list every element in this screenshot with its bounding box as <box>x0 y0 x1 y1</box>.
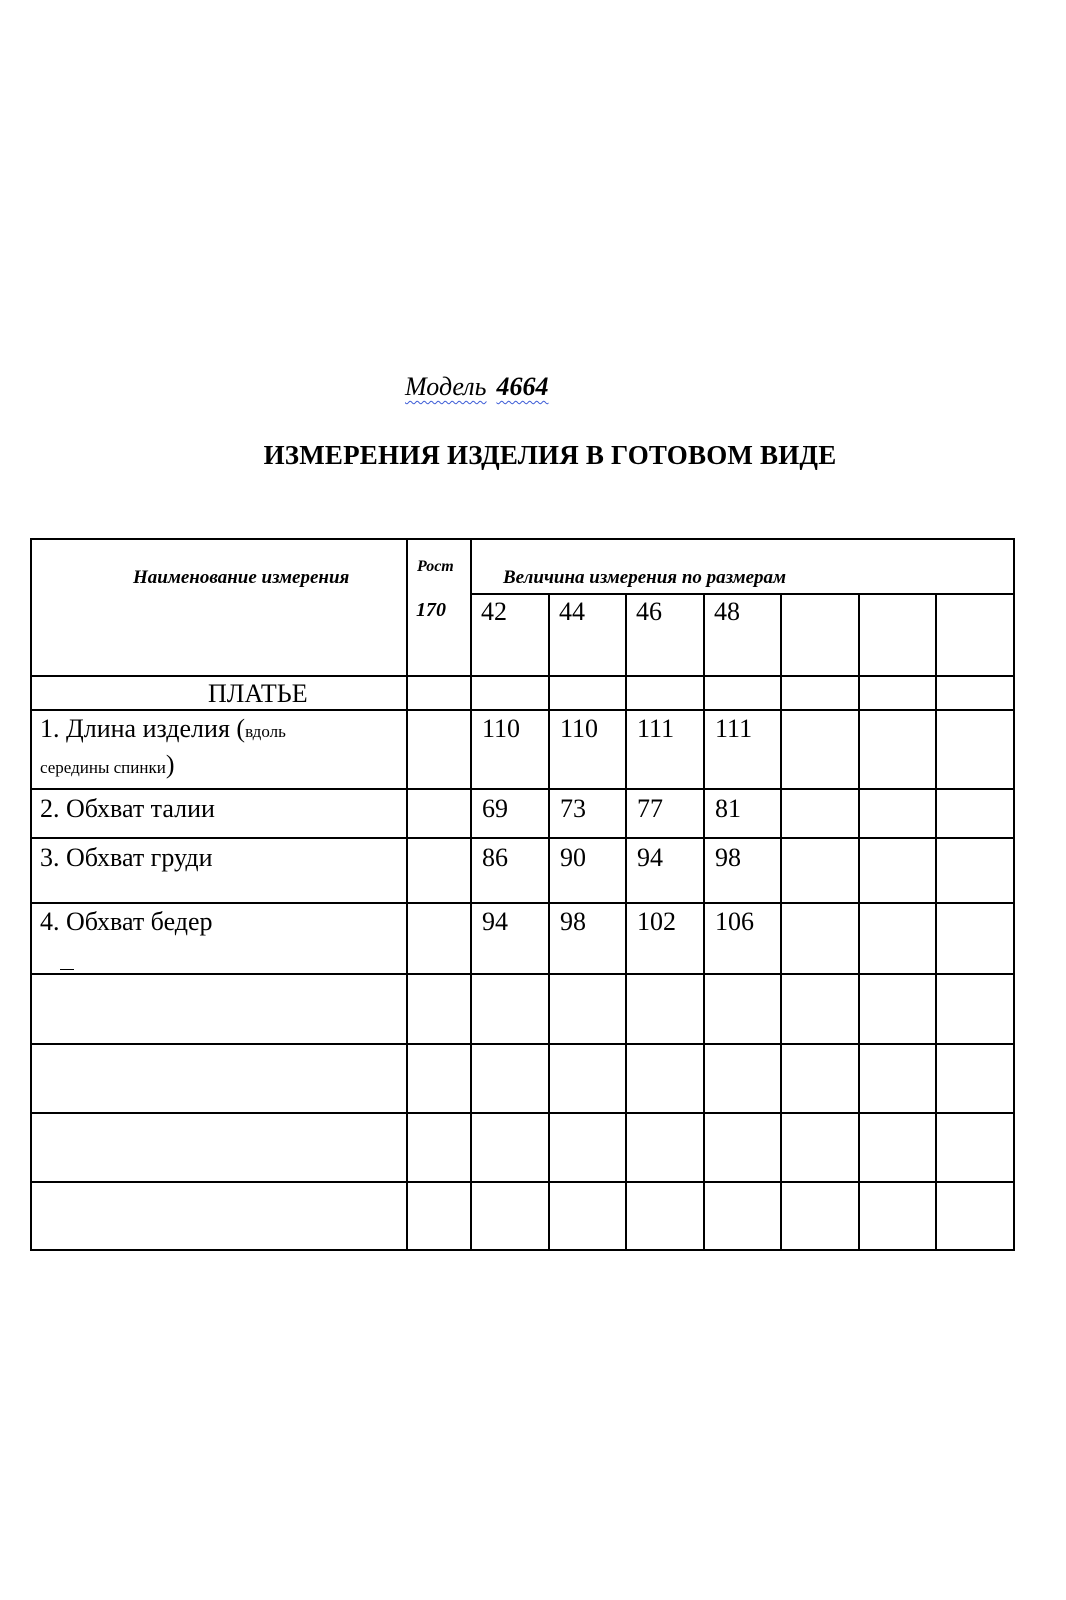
table-cell: 69 <box>482 794 508 823</box>
row-label-small: середины спинки <box>40 758 166 777</box>
row-label-text: 1. Длина изделия ( <box>40 714 246 743</box>
table-cell: 94 <box>482 907 508 936</box>
table-cell: 81 <box>715 794 741 823</box>
name-column-header: Наименование измерения <box>133 567 350 588</box>
table-cell: 110 <box>560 714 599 743</box>
table-line <box>30 902 1015 904</box>
table-line <box>625 593 627 1251</box>
table-line <box>30 1112 1015 1114</box>
row-label-line2 <box>40 750 175 780</box>
table-border-right <box>1013 538 1015 1251</box>
table-line <box>470 538 472 1251</box>
size-header-44: 44 <box>559 597 585 626</box>
table-line <box>30 837 1015 839</box>
table-cell: 111 <box>637 714 675 743</box>
table-line <box>30 1043 1015 1045</box>
stray-dash <box>60 969 74 970</box>
table-cell: 110 <box>482 714 521 743</box>
table-line <box>548 593 550 1251</box>
table-line <box>470 593 1015 595</box>
table-cell: 98 <box>715 843 741 872</box>
table-line <box>30 788 1015 790</box>
table-cell: 111 <box>715 714 753 743</box>
table-line <box>30 1181 1015 1183</box>
model-word: Модель <box>405 372 487 401</box>
size-header-42: 42 <box>481 597 507 626</box>
row-label: 2. Обхват талии <box>40 794 215 823</box>
size-header-46: 46 <box>636 597 662 626</box>
table-cell: 106 <box>715 907 754 936</box>
table-cell: 98 <box>560 907 586 936</box>
table-border-left <box>30 538 32 1251</box>
row-label-tail: ) <box>165 750 175 779</box>
size-header-48: 48 <box>714 597 740 626</box>
page-title: ИЗМЕРЕНИЯ ИЗДЕЛИЯ В ГОТОВОМ ВИДЕ <box>263 440 837 470</box>
table-border-top <box>30 538 1015 540</box>
table-cell: 102 <box>637 907 676 936</box>
table-line <box>406 538 408 1251</box>
table-cell: 94 <box>637 843 663 872</box>
table-line <box>858 593 860 1251</box>
model-number: 4664 <box>496 372 549 401</box>
section-title: ПЛАТЬЕ <box>208 679 308 708</box>
height-value: 170 <box>416 599 446 621</box>
table-cell: 73 <box>560 794 586 823</box>
row-label: 4. Обхват бедер <box>40 907 213 936</box>
table-line <box>703 593 705 1251</box>
table-line <box>780 593 782 1251</box>
table-cell: 90 <box>560 843 586 872</box>
table-line <box>30 675 1015 677</box>
sizes-header: Величина измерения по размерам <box>503 567 787 588</box>
table-line <box>935 593 937 1251</box>
table-line <box>30 973 1015 975</box>
table-border-bottom <box>30 1249 1015 1251</box>
height-header: Рост <box>417 558 454 575</box>
row-label: 3. Обхват груди <box>40 843 213 872</box>
table-cell: 86 <box>482 843 508 872</box>
table-cell: 77 <box>637 794 663 823</box>
row-label <box>40 714 286 744</box>
row-label-small: вдоль <box>245 722 286 741</box>
table-line <box>30 709 1015 711</box>
